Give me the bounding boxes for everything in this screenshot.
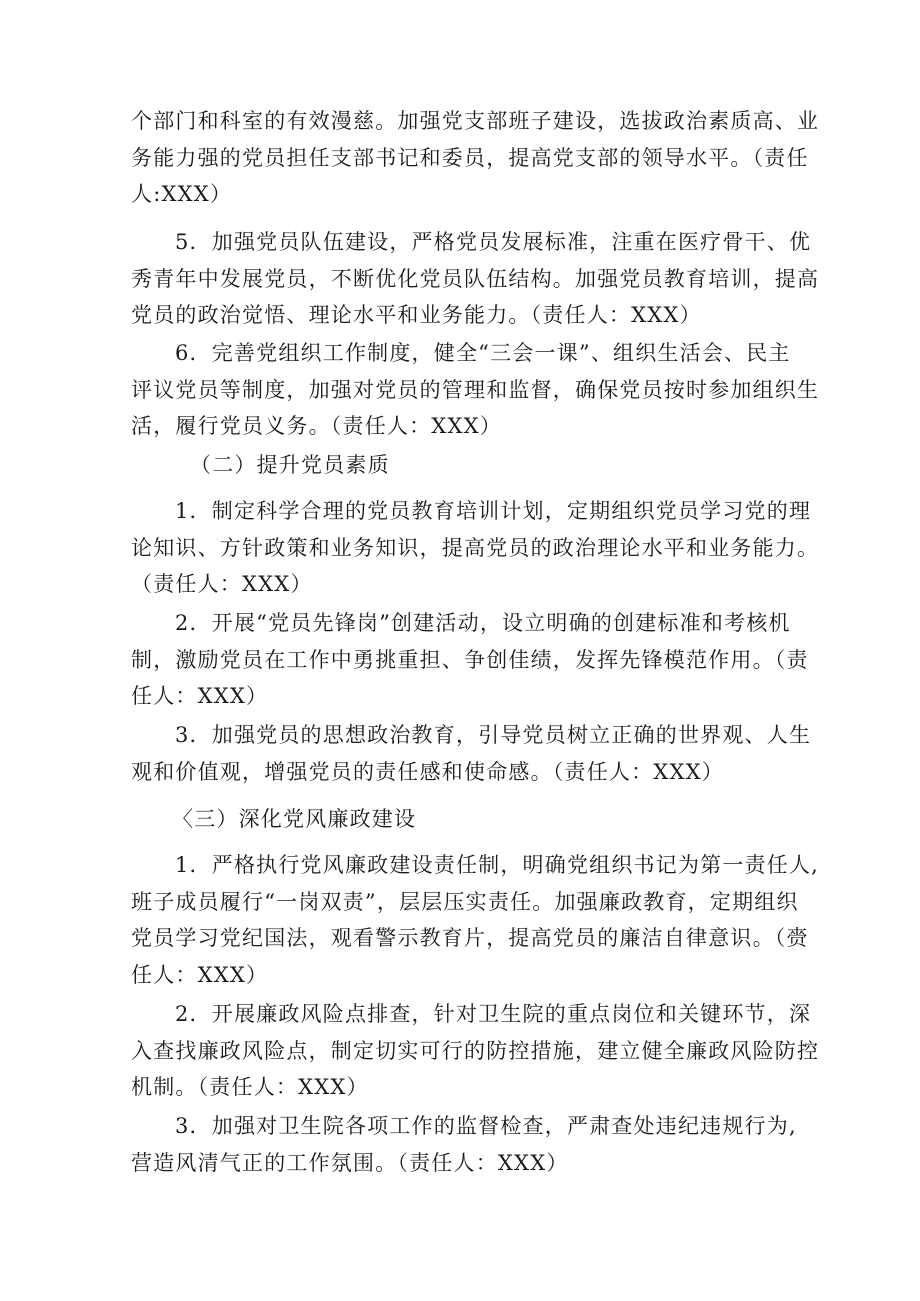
text-line: 5．加强党员队伍建设，严格党员发展标准，注重在医疗骨干、优 — [175, 230, 812, 254]
text-line: 任人：XXX） — [131, 962, 269, 987]
text-line: 任人：XXX） — [131, 684, 269, 708]
paragraph-item-6 — [0, 335, 920, 445]
text-line: 观和价值观，增强党员的责任感和使命感。（责任人：XXX） — [131, 759, 724, 784]
paragraph-3-1 — [0, 847, 920, 993]
text-line: 人:XXX） — [131, 182, 233, 206]
section-heading-2 — [0, 447, 920, 484]
text-line: 入查找廉政风险点，制定切实可行的防控措施，建立健全廉政风险防控 — [131, 1038, 820, 1063]
text-line: 个部门和科室的有效漫慈。加强党支部班子建设，选拔政治素质高、业 — [131, 109, 820, 133]
text-line: 务能力强的党员担任支部书记和委员，提高党支部的领导水平。（责任 — [131, 145, 809, 170]
text-line: 6．完善党组织工作制度，健全“三会一课”、组织生活会、民主 — [175, 341, 791, 365]
paragraph-item-5 — [0, 224, 920, 334]
text-line: 制，激励党员在工作中勇挑重担、争创佳绩，发挥先锋模范作用。（责 — [131, 647, 809, 672]
section-heading-3 — [0, 801, 920, 838]
text-line: 党员学习党纪国法，观看警示教育片，提高党员的廉洁自律意识。（赍 — [131, 926, 809, 950]
text-line: 党员的政治觉悟、理论水平和业务能力。（责任人：XXX） — [131, 303, 702, 327]
text-line: 评议党员等制度，加强对党员的管理和监督，确保党员按时参加组织生 — [131, 377, 820, 402]
text-line: （责任人：XXX） — [131, 572, 313, 596]
text-line: 班子成员履行“一岗双责”，层层压实责任。加强廉政教育，定期组织 — [131, 889, 799, 914]
text-line: 秀青年中发展党员，不断优化党员队伍结构。加强党员教育培训，提高 — [131, 266, 820, 291]
text-line: 活，履行党员义务。（责任人：XXX） — [131, 414, 502, 438]
paragraph-3-2 — [0, 996, 920, 1106]
paragraph-2-3 — [0, 717, 920, 790]
section-heading: （二）提升党员素质 — [190, 453, 390, 477]
paragraph-2-2 — [0, 605, 920, 715]
text-line: 1．制定科学合理的党员教育培训计划，定期组织党员学习党的理 — [175, 499, 812, 523]
text-line: 2．开展“党员先锋岗”创建活动，设立明确的创建标准和考核机 — [175, 611, 791, 635]
text-line: 1．严格执行党风廉政建设责任制，明确党组织书记为第一责任人, — [175, 853, 820, 877]
text-line: 机制。（责任人：XXX） — [131, 1075, 369, 1099]
text-line: 营造风清气正的工作氛围。（责任人：XXX） — [131, 1150, 569, 1175]
paragraph-3-3 — [0, 1108, 920, 1181]
section-heading: 〈三）深化党风廉政建设 — [172, 807, 417, 831]
text-line: 3．加强党员的思想政治教育，引导党员树立正确的世界观、人生 — [175, 723, 812, 747]
text-line: 论知识、方针政策和业务知识，提高党员的政治理论水平和业务能力。 — [131, 535, 820, 560]
text-line: 3．加强对卫生院各项工作的监督检查，严肃查处违纪违规行为, — [175, 1114, 797, 1138]
text-line: 2．开展廉政风险点排查，针对卫生院的重点岗位和关键环节，深 — [175, 1002, 812, 1026]
paragraph-continuation — [0, 103, 920, 213]
paragraph-2-1 — [0, 493, 920, 603]
